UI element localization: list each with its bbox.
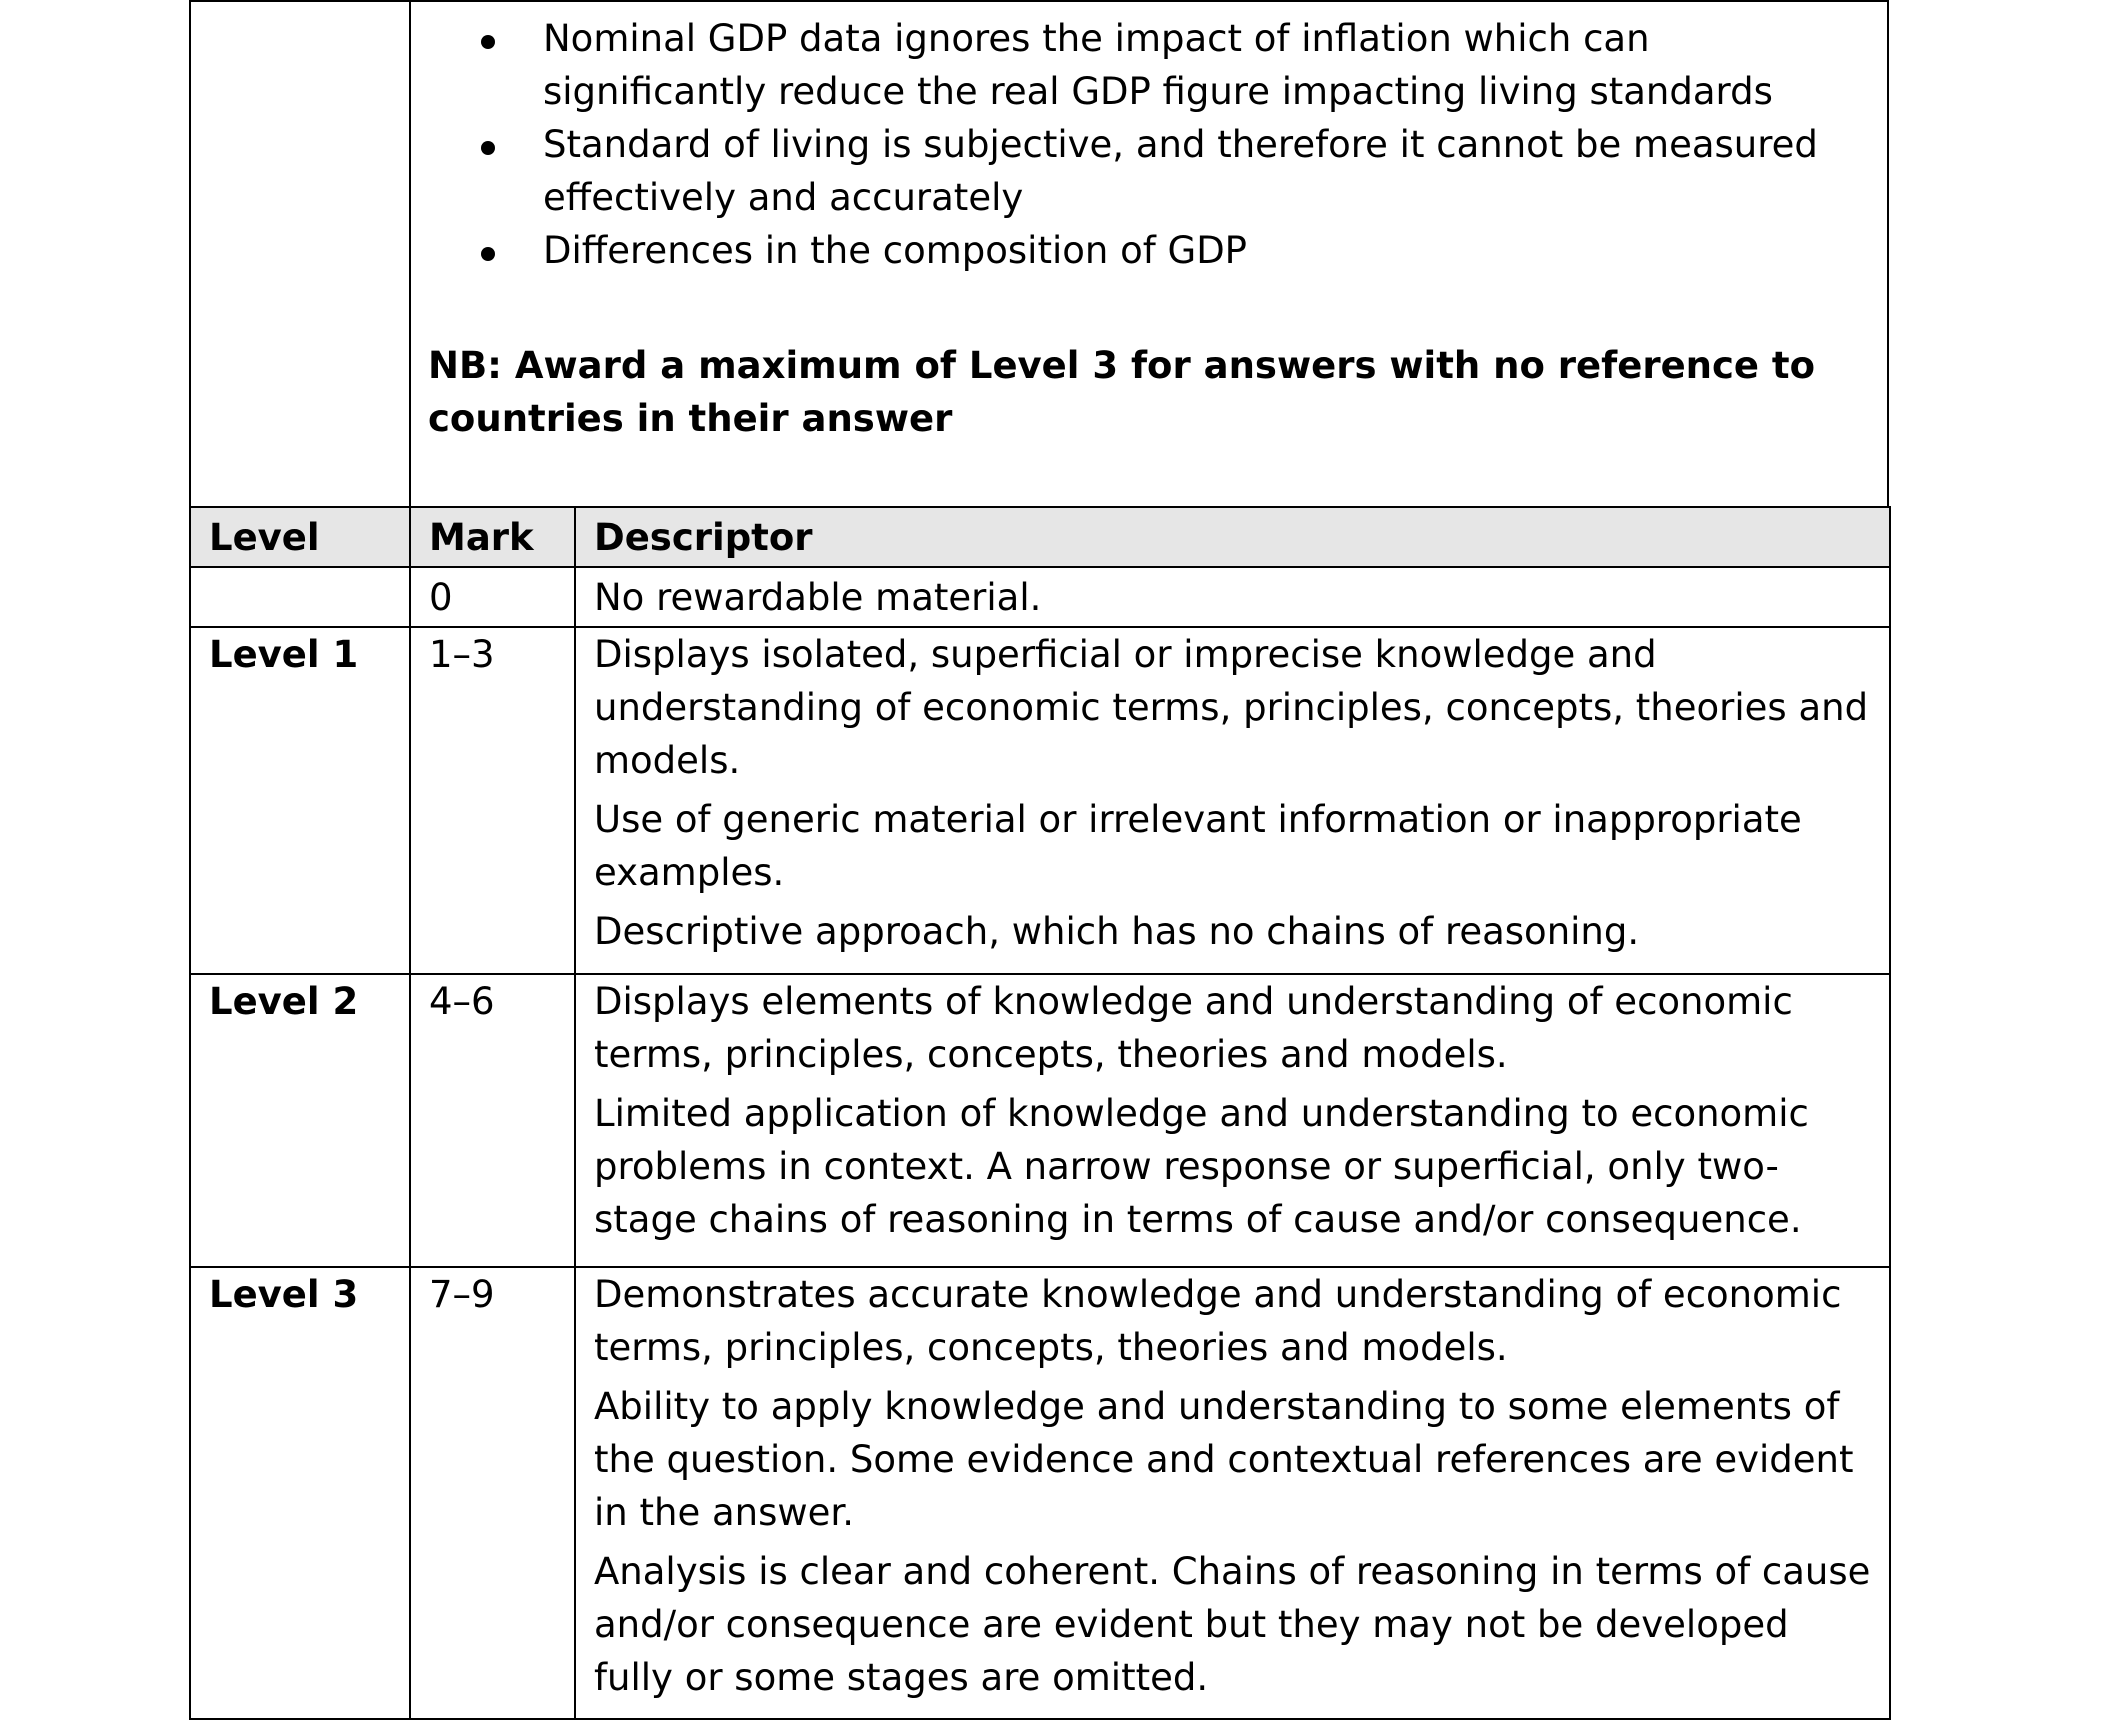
mark-cell: 4–6 (410, 974, 575, 1267)
column-divider (409, 2, 411, 508)
mark-cell: 7–9 (410, 1267, 575, 1719)
bullet-item (425, 12, 1865, 118)
level-cell (190, 567, 410, 627)
header-descriptor: Descriptor (575, 507, 1890, 567)
header-level: Level (190, 507, 410, 567)
table-header-row (190, 507, 1890, 567)
levels-table (189, 506, 1891, 1720)
descriptor-text: Ability to apply knowledge and understanding to some elements of the question. Some evidence and contextual references are evident in the answer. (594, 1385, 1854, 1534)
descriptor-cell (575, 627, 1890, 974)
bullet-item (425, 224, 1865, 277)
bullet-icon (481, 141, 495, 155)
descriptor-text: Use of generic material or irrelevant information or inappropriate examples. (594, 798, 1802, 894)
bullet-icon (481, 247, 495, 261)
descriptor-text: Limited application of knowledge and understanding to economic problems in context. A narrow response or superficial, only two-stage chains of reasoning in terms of cause and/or consequence. (594, 1092, 1809, 1241)
descriptor-cell (575, 567, 1890, 627)
descriptor-cell (575, 1267, 1890, 1719)
table-row (190, 627, 1890, 974)
header-mark: Mark (410, 507, 575, 567)
bullet-item (425, 118, 1865, 224)
table-row (190, 567, 1890, 627)
level-cell: Level 1 (190, 627, 410, 974)
bullet-text: Differences in the composition of GDP (543, 229, 1247, 272)
table-row (190, 1267, 1890, 1719)
bullet-text: Standard of living is subjective, and therefore it cannot be measured effectively and accurately (543, 123, 1818, 219)
descriptor-text: Displays elements of knowledge and understanding of economic terms, principles, concepts, theories and models. (594, 980, 1793, 1076)
descriptor-text: No rewardable material. (594, 575, 1042, 619)
descriptor-cell (575, 974, 1890, 1267)
table-row (190, 974, 1890, 1267)
nb-note: NB: Award a maximum of Level 3 for answers with no reference to countries in their answer (428, 344, 1816, 440)
descriptor-text: Demonstrates accurate knowledge and understanding of economic terms, principles, concepts, theories and models. (594, 1273, 1842, 1369)
mark-cell: 1–3 (410, 627, 575, 974)
level-cell: Level 2 (190, 974, 410, 1267)
mark-scheme-frame (189, 0, 1889, 1722)
descriptor-text: Descriptive approach, which has no chains of reasoning. (594, 910, 1640, 953)
bullet-text: Nominal GDP data ignores the impact of inflation which can significantly reduce the real GDP figure impacting living standards (543, 17, 1773, 113)
descriptor-text: Displays isolated, superficial or imprecise knowledge and understanding of economic terms, principles, concepts, theories and models. (594, 633, 1869, 782)
guidance-bullet-list (425, 12, 1865, 277)
level-cell: Level 3 (190, 1267, 410, 1719)
descriptor-text: Analysis is clear and coherent. Chains of reasoning in terms of cause and/or consequence are evident but they may not be developed fully or some stages are omitted. (594, 1550, 1871, 1699)
bullet-icon (481, 35, 495, 49)
mark-cell: 0 (410, 567, 575, 627)
